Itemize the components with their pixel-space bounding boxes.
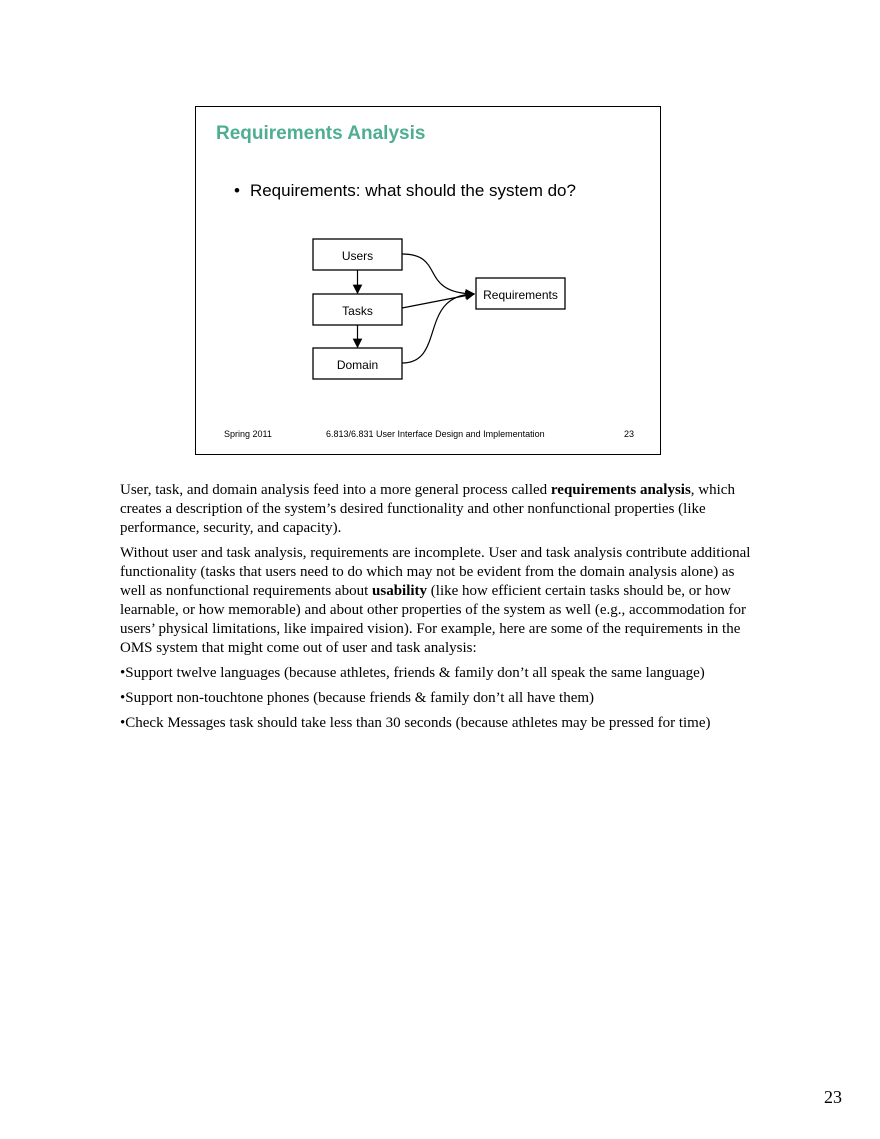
- users-box-label: Users: [341, 249, 374, 263]
- arrow-tasks-to-requirements: [402, 294, 474, 308]
- arrow-users-to-requirements: [402, 254, 474, 294]
- notes-paragraph: [120, 544, 760, 658]
- slide-footer-course: 6.813/6.831 User Interface Design and Implementation: [326, 429, 545, 439]
- notes-text: Without user and task analysis, requirements are incomplete. User and task analysis contribute additional functionality (tasks that users need to do which may not be evident from the domain analysis alone) as well as nonfunctional requirements about: [120, 545, 751, 599]
- bullet-text: Requirements: what should the system do?: [249, 181, 576, 200]
- lecture-notes: [120, 481, 760, 739]
- arrow-domain-to-requirements: [402, 294, 474, 363]
- notes-text: User, task, and domain analysis feed into a more general process called: [120, 482, 551, 498]
- page-number: 23: [824, 1087, 842, 1107]
- bullet-marker: •: [234, 181, 240, 200]
- slide-title: Requirements Analysis: [216, 123, 426, 144]
- requirement-item: •Support twelve languages (because athletes, friends & family don’t all speak the same language): [120, 665, 705, 681]
- notes-text: (like how efficient certain tasks should be, or how learnable, or how memorable) and about other properties of the system as well (e.g., accommodation for users’ physical limitations, like impaired vision). For example, here are some of the requirements in the OMS system that might come out of user and task analysis:: [120, 583, 747, 656]
- notes-paragraph: [120, 481, 760, 538]
- notes-text: , which creates a description of the system’s desired functionality and other nonfunctional properties (like performance, security, and capacity).: [120, 482, 735, 536]
- requirement-item: •Support non-touchtone phones (because friends & family don’t all have them): [120, 690, 595, 706]
- slide-frame: [195, 106, 661, 455]
- notes-emphasis: requirements analysis: [550, 482, 691, 498]
- notes-emphasis: usability: [372, 583, 428, 599]
- slide-footer-term: Spring 2011: [224, 429, 272, 439]
- requirements-diagram: [196, 107, 662, 456]
- tasks-box-label: Tasks: [342, 304, 373, 318]
- slide-footer-number: 23: [624, 429, 635, 439]
- domain-box-label: Domain: [336, 358, 379, 372]
- requirement-item: •Check Messages task should take less than 30 seconds (because athletes may be pressed for time): [120, 715, 711, 731]
- requirements-box-label: Requirements: [483, 288, 558, 302]
